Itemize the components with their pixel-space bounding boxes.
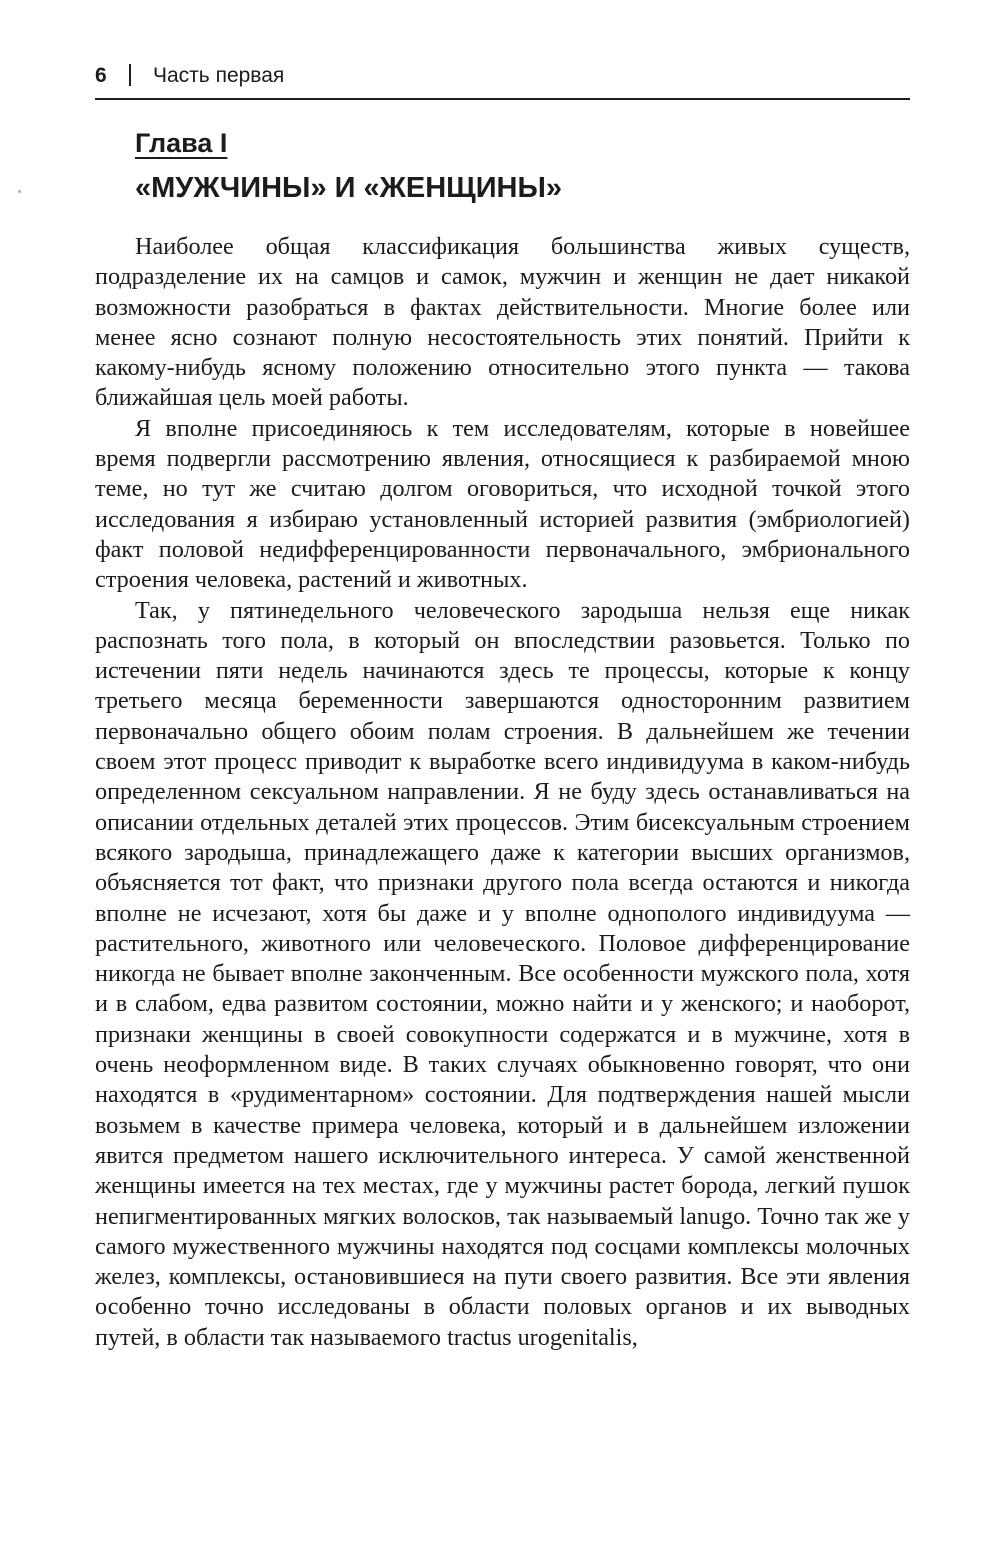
chapter-title: «МУЖЧИНЫ» И «ЖЕНЩИНЫ» xyxy=(135,172,563,204)
running-header xyxy=(95,58,910,98)
paragraph: Я вполне присоединяюсь к тем исследователям, которые в новейшее время подвергли рассмотрению явления, относящиеся к разбираемой мною теме, но тут же считаю долгом оговориться, что исходной точкой этого исследования я избираю установленный историей развития (эмбриологией) факт половой недифференцированности первоначального, эмбрионального строения человека, растений и животных. xyxy=(95,414,910,594)
body-text xyxy=(95,232,910,1353)
section-name: Часть первая xyxy=(153,64,285,87)
page-number: 6 xyxy=(95,64,107,87)
header-separator xyxy=(129,64,131,86)
chapter-label: Глава I xyxy=(135,128,228,158)
header-rule xyxy=(95,98,910,100)
margin-speck xyxy=(18,190,21,193)
paragraph: Наиболее общая классификация большинства живых существ, подразделение их на самцов и самок, мужчин и женщин не дает никакой возможности разобраться в фактах действительности. Многие более или менее ясно сознают полную несостоятельность этих понятий. Прийти к какому-нибудь ясному положению относительно этого пункта — такова ближайшая цель моей работы. xyxy=(95,233,910,412)
paragraph: Так, у пятинедельного человеческого зародыша нельзя еще никак распознать того пола, в который он впоследствии разовьется. Только по истечении пяти недель начинаются здесь те процессы, которые к концу третьего месяца беременности завершаются односторонним развитием первоначально общего обоим полам строения. В дальнейшем же течении своем этот процесс приводит к выработке всего индивидуума в каком-нибудь определенном сексуальном направлении. Я не буду здесь останавливаться на описании отдельных деталей этих процессов. Этим бисексуальным строением всякого зародыша, принадлежащего даже к категории высших организмов, объясняется тот факт, что признаки другого пола всегда остаются и никогда вполне не исчезают, хотя бы даже и у вполне однополого индивидуума — растительного, животного или человеческого. Половое дифференцирование никогда не бывает вполне законченным. Все особенности мужского пола, хотя и в слабом, едва развитом состоянии, можно найти и у женского; и наоборот, признаки женщины в своей совокупности содержатся и в мужчине, хотя в очень неоформленном виде. В таких случаях обыкновенно говорят, что они находятся в «рудиментарном» состоянии. Для подтверждения нашей мысли возьмем в качестве примера человека, который и в дальнейшем изложении явится предметом нашего исключительного интереса. У самой женственной женщины имеется на тех местах, где у мужчины растет борода, легкий пушок непигментированных мягких волосков, так называемый lanugo. Точно так же у самого мужественного мужчины находятся под сосцами комплексы молочных желез, комплексы, остановившиеся на пути своего развития. Все эти явления особенно точно исследованы в области половых органов и их выводных путей, в области так называемого tractus urogenitalis, xyxy=(95,596,910,1351)
